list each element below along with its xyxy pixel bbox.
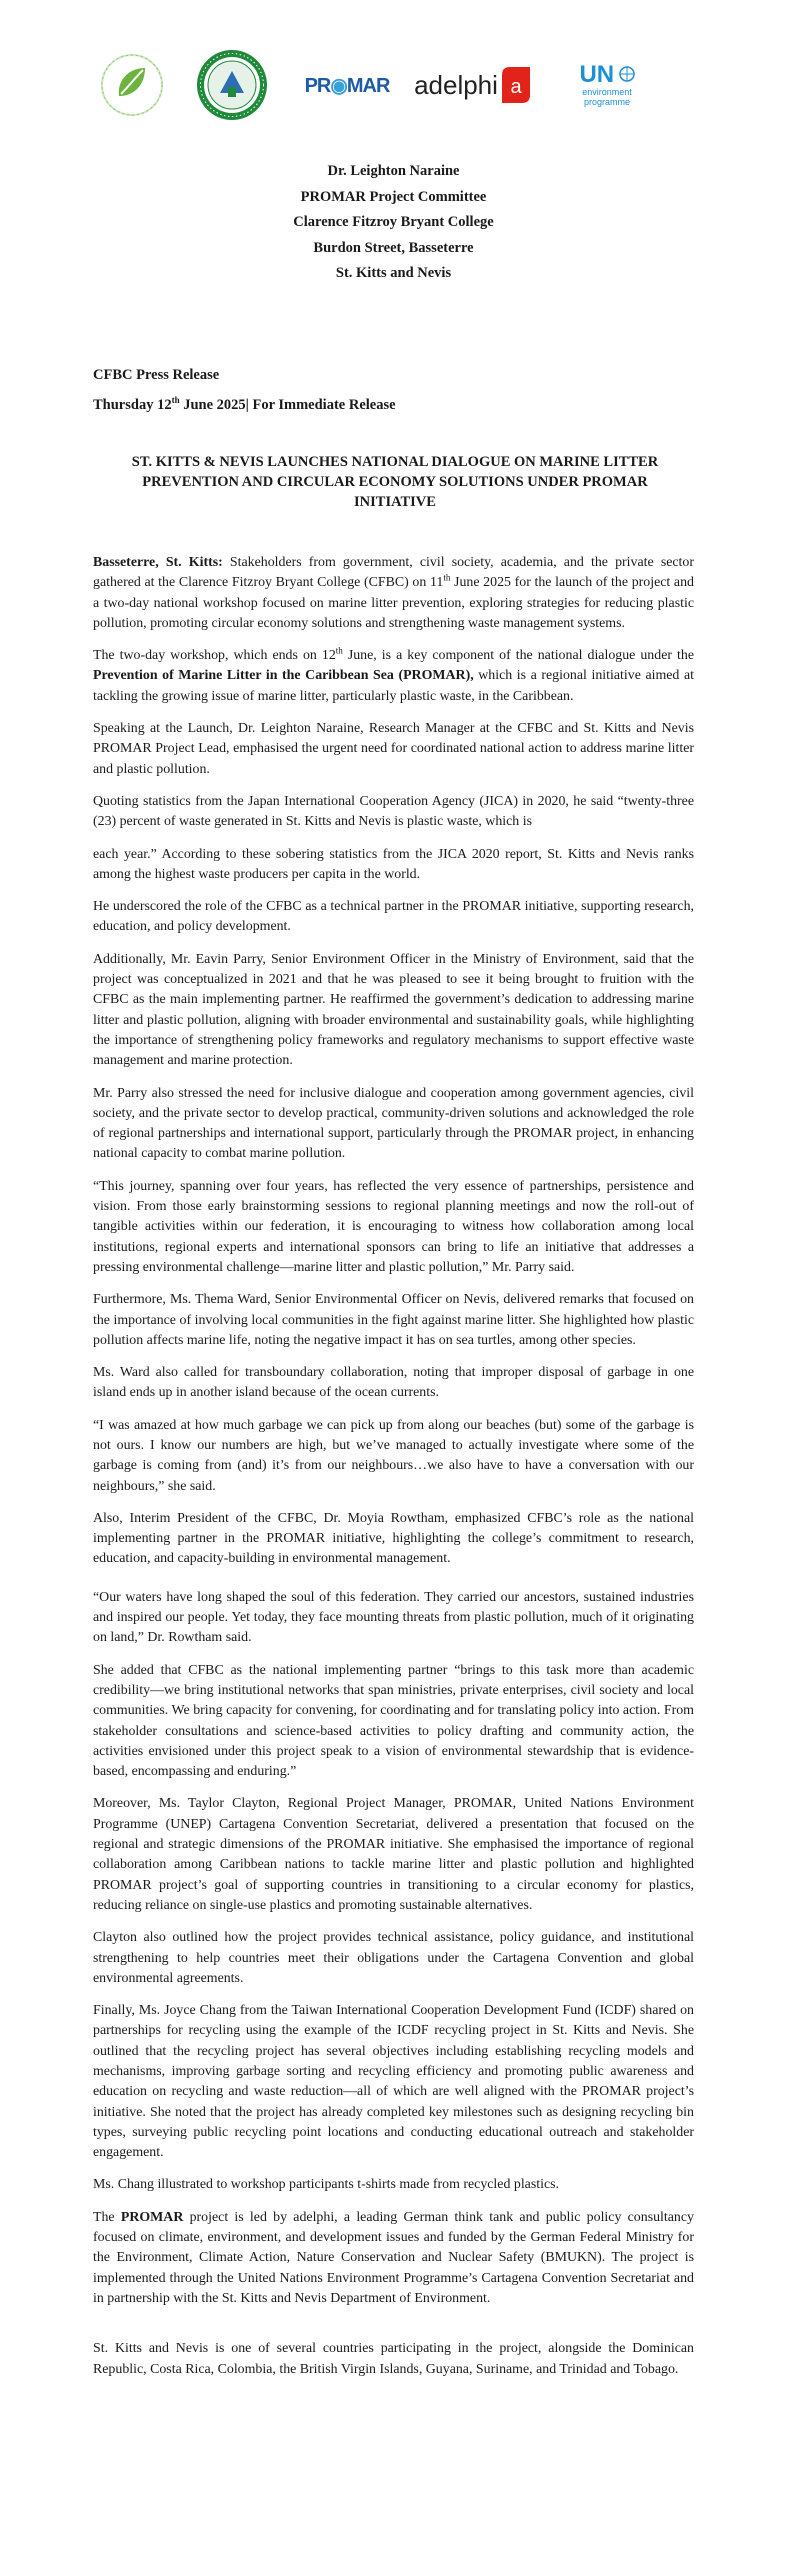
promar-bold-name: PROMAR (120, 2209, 184, 2225)
paragraph-20 (93, 2208, 694, 2309)
release-date-prefix: Thursday 12 (93, 397, 172, 413)
paragraph-6: He underscored the role of the CFBC as a technical partner in the PROMAR initiative, supporting research, education, and policy development. (93, 899, 694, 935)
paragraph-19: Ms. Chang illustrated to workshop participants t-shirts made from recycled plastics. (93, 2177, 560, 2193)
paragraph-8: Mr. Parry also stressed the need for inclusive dialogue and cooperation among government agencies, civil society, and the private sector to develop practical, community-driven solutions and acknowledged the role of regional partnerships and international support, particularly through the PROMAR project, in enhancing national capacity to combat marine pollution. (93, 1085, 694, 1162)
un-globe-icon (619, 66, 635, 82)
partner-logos (92, 45, 672, 125)
adelphi-mark-letter: a (510, 76, 522, 98)
paragraph-16: Moreover, Ms. Taylor Clayton, Regional Project Manager, PROMAR, United Nations Environment Programme (UNEP) Cartagena Convention Secretariat, delivered a presentation that focused on the regional and strategic dimensions of the PROMAR initiative. She emphasised the importance of regional collaboration among Caribbean nations to tackle marine litter and plastic pollution and highlighted PROMAR project’s goal of supporting countries in transitioning to a circular economy for plastics, reducing reliance on single-use plastics and promoting sustainable alternatives. (93, 1796, 694, 1913)
paragraph-17: Clayton also outlined how the project provides technical assistance, policy guidance, and institutional strengthening to help countries meet their obligations under the Cartagena Convention and global environmental agreements. (93, 1930, 694, 1986)
unep-logo-line2: programme (583, 97, 630, 107)
paragraph-14: “Our waters have long shaped the soul of this federation. They carried our ancestors, sustained industries and inspired our people. Yet today, they face mounting threats from plastic pollution, much of it originating on land,” Dr. Rowtham said. (93, 1589, 694, 1646)
paragraph-1-text-b: June 2025 for the launch of the project and a two-day national workshop focused on marine litter prevention, exploring strategies for reducing plastic pollution, promoting circular economy solutions and strengthening waste management systems. (93, 575, 694, 631)
paragraph-5: each year.” According to these sobering statistics from the JICA 2020 report, St. Kitts and Nevis ranks among the highest waste producers per capita in the world. (93, 846, 694, 882)
paragraph-1-text-a: Stakeholders from government, civil society, academia, and the private sector gathered at the Clarence Fitzroy Bryant College (CFBC) on 11 (93, 555, 694, 591)
promar-logo-text-2: MAR (346, 74, 390, 97)
adelphi-mark-icon (502, 67, 530, 103)
adelphi-logo-text: adelphi (414, 69, 498, 100)
adelphi-logo (412, 45, 532, 125)
dateline: Basseterre, St. Kitts: (93, 555, 223, 570)
paragraph-10: Furthermore, Ms. Thema Ward, Senior Environmental Officer on Nevis, delivered remarks that focused on the importance of involving local communities in the fight against marine litter. She highlighted how plastic pollution affects marine life, noting the negative impact it has on sea turtles, among other species. (93, 1292, 694, 1348)
paragraph-11: Ms. Ward also called for transboundary collaboration, noting that improper disposal of garbage in one island ends up in another island because of the ocean currents. (93, 1365, 694, 1401)
paragraph-7: Additionally, Mr. Eavin Parry, Senior Environment Officer in the Ministry of Environment, said that the project was conceptualized in 2021 and that he was pleased to see it being brought to fruition with the CFBC as the main implementing partner. He reaffirmed the government’s dedication to addressing marine litter and plastic pollution, aligning with broader environmental and sustainability goals, while highlighting the importance of strengthening policy frameworks and regulatory mechanisms to support effective waste management and marine protection. (93, 951, 694, 1069)
release-label: CFBC Press Release (93, 367, 220, 383)
paragraph-1 (93, 553, 694, 634)
cfbc-leaf-logo (97, 45, 167, 125)
press-release-headline: ST. KITTS & NEVIS LAUNCHES NATIONAL DIALOGUE ON MARINE LITTER PREVENTION AND CIRCULAR ECONOMY SOLUTIONS UNDER PROMAR INITIATIVE (131, 454, 659, 510)
sender-street: Burdon Street, Basseterre (313, 239, 474, 256)
paragraph-2-sup: th (335, 645, 343, 656)
release-date (93, 390, 396, 420)
release-date-suffix: June 2025| For Immediate Release (179, 397, 396, 413)
paragraph-2-text-c: which is a regional initiative aimed at tackling the growing issue of marine litter, particularly plastic waste, in the Caribbean. (93, 668, 694, 704)
paragraph-20-text-a: The (93, 2209, 121, 2225)
sender-college: Clarence Fitzroy Bryant College (293, 214, 494, 230)
release-info (93, 360, 396, 420)
paragraph-18: Finally, Ms. Joyce Chang from the Taiwan International Cooperation Development Fund (ICDF) shared on partnerships for recycling using the example of the ICDF recycling project in St. Kitts and Nevis. She outlined that the recycling project has several objectives including establishing recycling models and mechanisms, improving garbage sorting and recycling efficiency and promoting public awareness and education on recycling and waste reduction—all of which are well aligned with the PROMAR project’s initiative. She noted that the project has already completed key milestones such as designing recycling bin types, surveying public recycling point locations and conducting educational outreach and stakeholder engagement. (93, 2003, 694, 2161)
st-kitts-nevis-seal (192, 45, 272, 125)
promar-project-name: Prevention of Marine Litter in the Caribbean Sea (PROMAR), (93, 668, 474, 684)
paragraph-9: “This journey, spanning over four years, has reflected the very essence of partnerships, persistence and vision. From those early brainstorming sessions to regional planning meetings and now the roll-out of tangible activities within our federation, it is encouraging to witness how collaboration among local institutions, regional experts and international sponsors can bring to life an initiative that addresses a pressing environmental challenge—marine litter and plastic pollution,” Mr. Parry said. (93, 1178, 694, 1275)
sender-address (0, 159, 787, 287)
sender-role: PROMAR Project Committee (300, 188, 487, 205)
release-date-sup: th (171, 395, 180, 406)
promar-logo (297, 45, 397, 125)
sender-name: Dr. Leighton Naraine (327, 163, 460, 179)
promar-logo-o-icon: ◉ (330, 74, 347, 97)
unep-logo-line1: environment (582, 87, 632, 97)
article-body (93, 553, 694, 2392)
paragraph-1-sup: th (443, 572, 451, 583)
paragraph-2 (93, 646, 694, 707)
paragraph-4: Quoting statistics from the Japan International Cooperation Agency (JICA) in 2020, he said “twenty-three (23) percent of waste generated in St. Kitts and Nevis is plastic waste, which is (93, 793, 694, 830)
paragraph-12: “I was amazed at how much garbage we can pick up from along our beaches (but) some of the garbage is not ours. I know our numbers are high, but we’ve managed to actually investigate where some of the garbage is coming from (and) it’s from our neighbours…we also have to have a conversation with our neighbours,” she said. (93, 1417, 694, 1494)
paragraph-20-text-b: project is led by adelphi, a leading German think tank and public policy consultancy focused on climate, environment, and development issues and funded by the German Federal Ministry for the Environment, Climate Action, Nature Conservation and Nuclear Safety (BMUKN). The project is implemented through the United Nations Environment Programme’s Cartagena Convention Secretariat and in partnership with the St. Kitts and Nevis Department of Environment. (93, 2209, 694, 2306)
sender-country: St. Kitts and Nevis (335, 265, 452, 281)
paragraph-13: Also, Interim President of the CFBC, Dr. Moyia Rowtham, emphasized CFBC’s role as the national implementing partner in the PROMAR initiative, highlighting the college’s commitment to research, education, and capacity-building in environmental management. (93, 1510, 694, 1567)
paragraph-3: Speaking at the Launch, Dr. Leighton Naraine, Research Manager at the CFBC and St. Kitts and Nevis PROMAR Project Lead, emphasised the urgent need for coordinated national action to address marine litter and plastic pollution. (93, 721, 694, 777)
paragraph-21: St. Kitts and Nevis is one of several countries participating in the project, alongside the Dominican Republic, Costa Rica, Colombia, the British Virgin Islands, Guyana, Suriname, and Trinidad and Tobago. (93, 2341, 694, 2377)
unep-logo (552, 45, 662, 125)
paragraph-15: She added that CFBC as the national implementing partner “brings to this task more than academic credibility—we bring institutional networks that span ministries, private enterprises, civil society and local communities. We bring capacity for convening, for coordinating and for translating policy into action. From stakeholder consultations and science-based activities to policy drafting and community action, the activities envisioned under this project speak to a vision of environmental stewardship that is evidence-based, encompassing and enduring.” (93, 1662, 694, 1780)
promar-logo-text-1: PR (304, 74, 331, 97)
unep-logo-un: UN (579, 61, 615, 88)
paragraph-2-text-b: June, is a key component of the national dialogue under the (342, 648, 694, 664)
paragraph-2-text-a: The two-day workshop, which ends on 12 (93, 648, 336, 664)
